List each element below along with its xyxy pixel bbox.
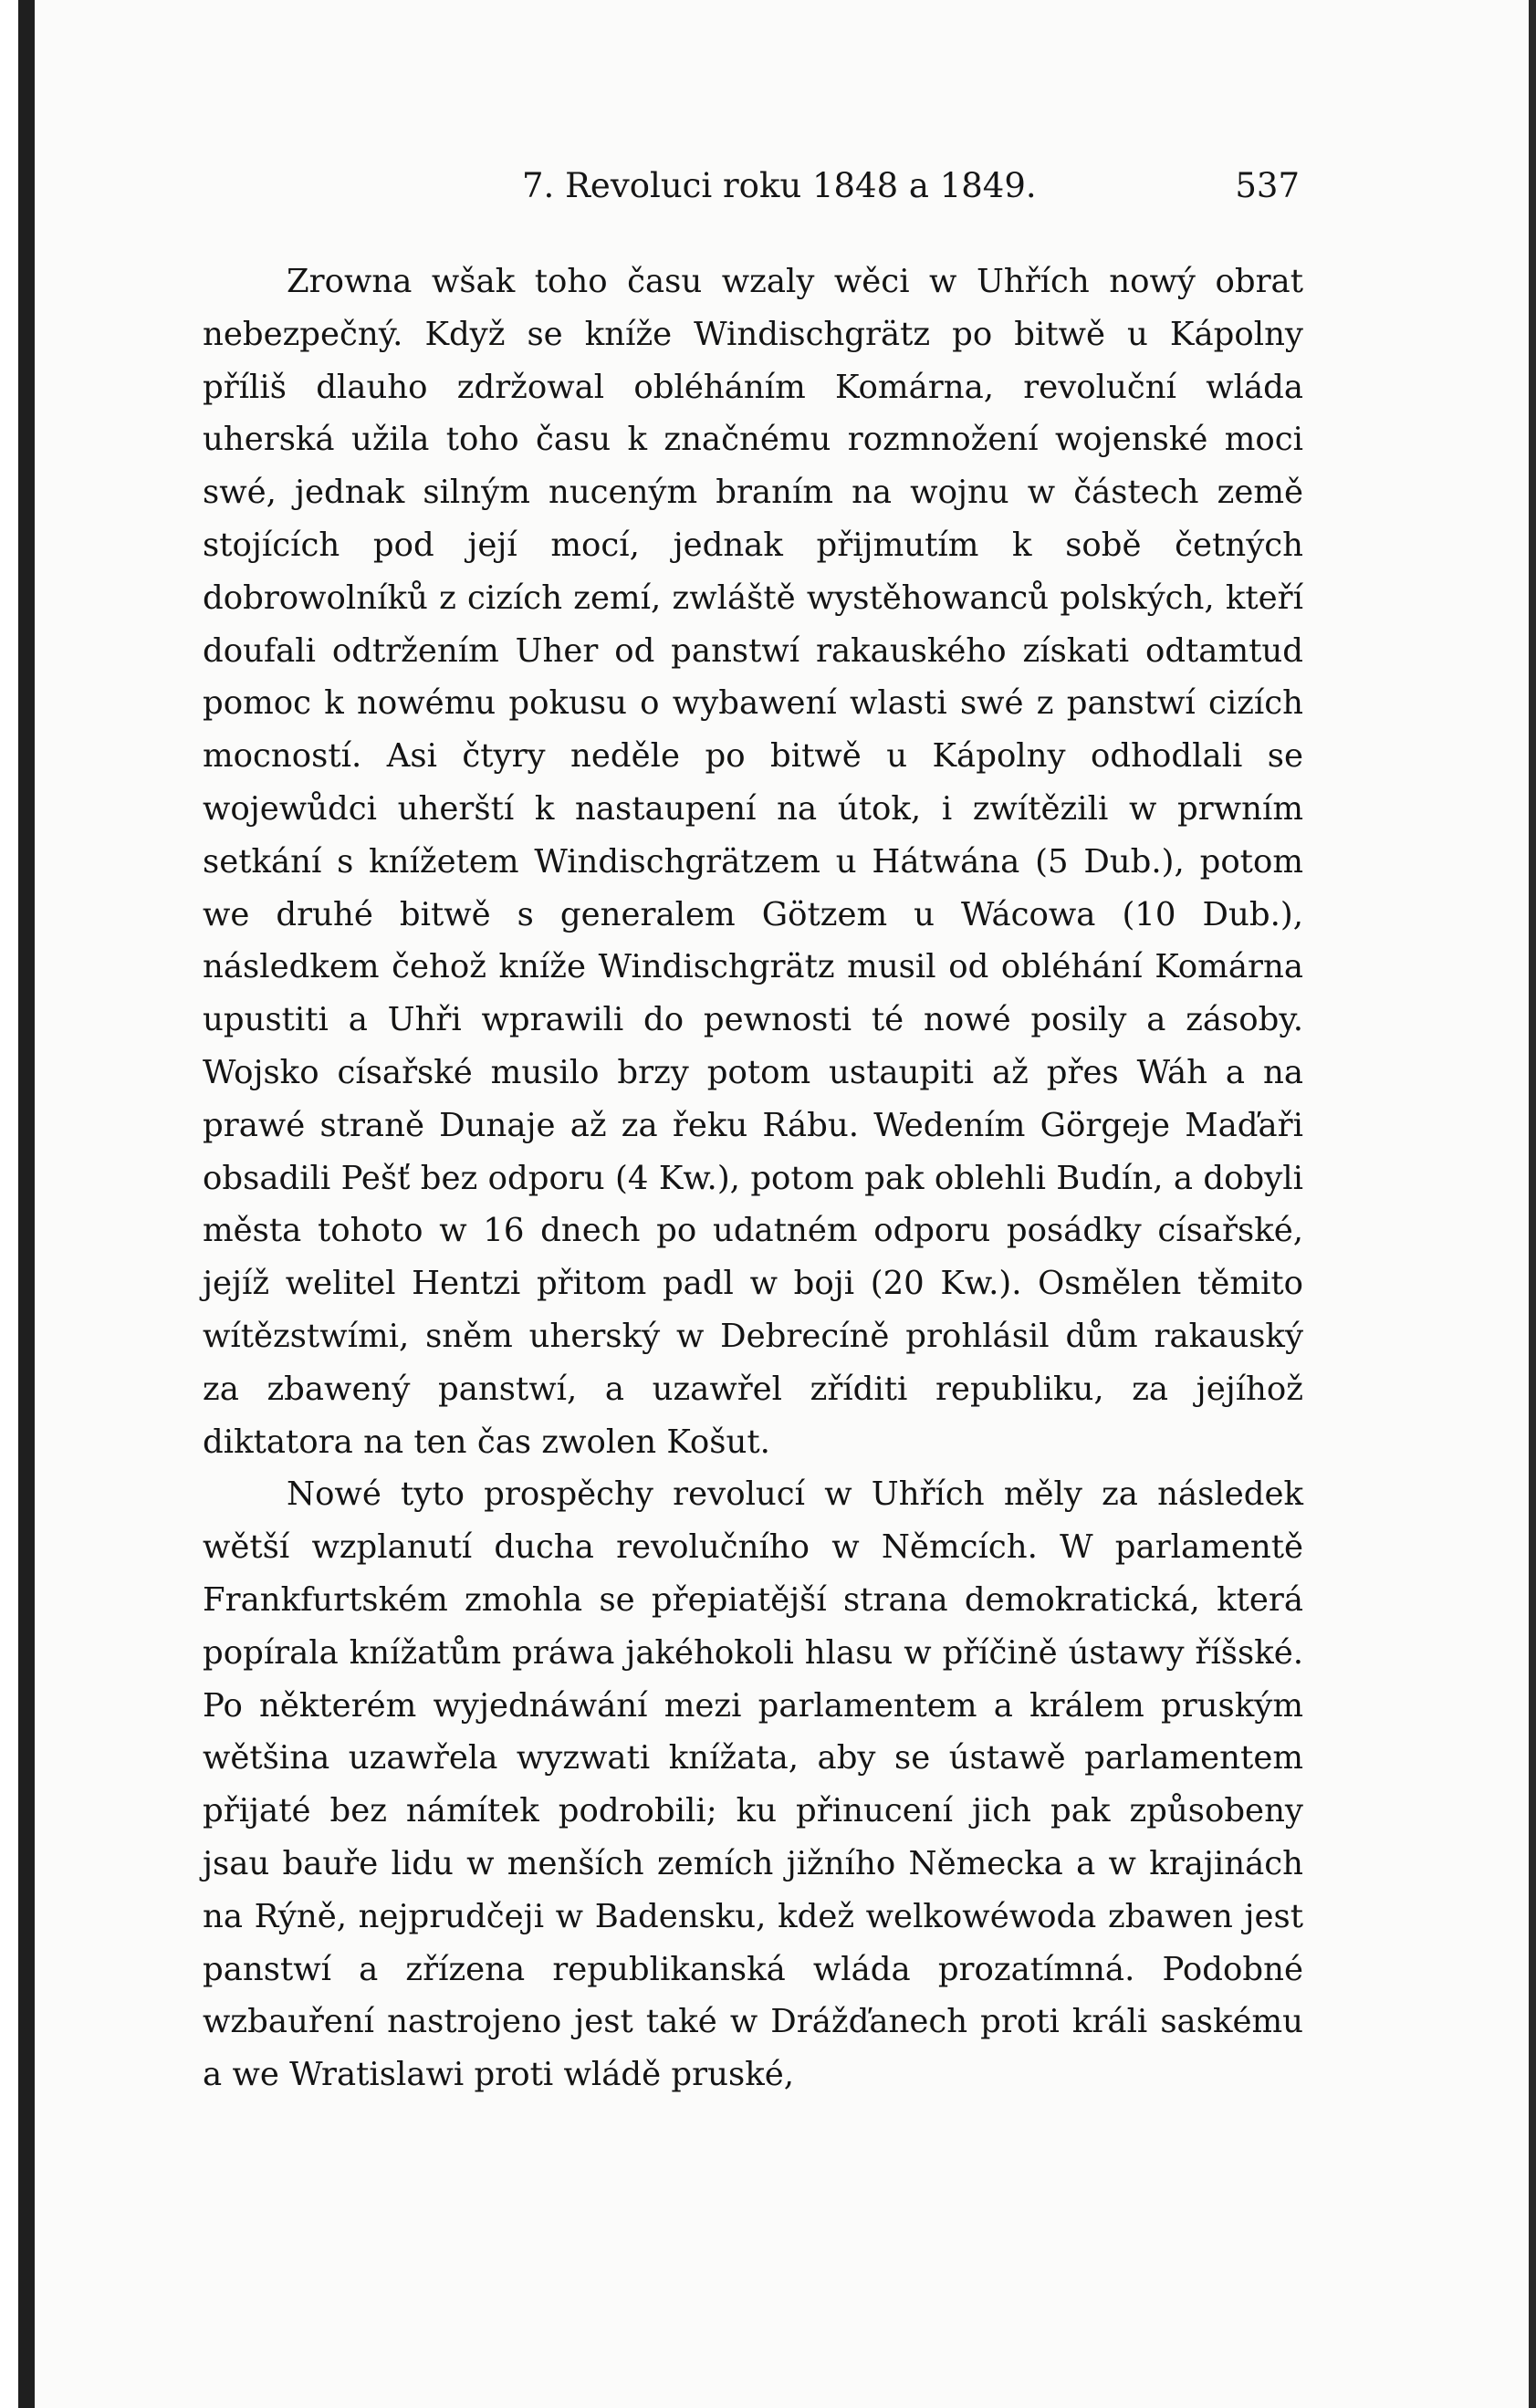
page-number: 537 xyxy=(1235,166,1300,205)
paragraph-1: Zrowna wšak toho času wzaly wěci w Uhřích nowý obrat nebezpečný. Když se kníže Windischgrätz po bitwě u Kápolny příliš dlauho zdržowal obléháním Komárna, revoluční wláda uherská užila toho času k značnému rozmnožení wojenské moci swé, jednak silným nuceným braním na wojnu w částech země stojících pod její mocí, jednak přijmutím k sobě četných dobrowolníků z cizích zemí, zwláště wystěhowanců polských, kteří doufali odtržením Uher od panstwí rakauského získati odtamtud pomoc k nowému pokusu o wybawení wlasti swé z panstwí cizích mocností. Asi čtyry neděle po bitwě u Kápolny odhodlali se wojewůdci uherští k nastaupení na útok, i zwítězili w prwním setkání s knížetem Windischgrätzem u Hátwána (5 Dub.), potom we druhé bitwě s generalem Götzem u Wácowa (10 Dub.), následkem čehož kníže Windischgrätz musil od obléhání Komárna upustiti a Uhři wprawili do pewnosti té nowé posily a zásoby. Wojsko císařské musilo brzy potom ustaupiti až přes Wáh a na prawé straně Dunaje až za řeku Rábu. Wedením Görgeje Maďaři obsadili Pešť bez odporu (4 Kw.), potom pak oblehli Budín, a dobyli města tohoto w 16 dnech po udatném odporu posádky císařské, jejíž welitel Hentzi přitom padl w boji (20 Kw.). Osmělen těmito wítězstwími, sněm uherský w Debrecíně prohlásil dům rakauský za zbawený panstwí, a uzawřel zříditi republiku, za jejíhož diktatora na ten čas zwolen Košut. xyxy=(203,263,1303,1461)
paragraph-2: Nowé tyto prospěchy revolucí w Uhřích měly za následek wětší wzplanutí ducha revolučního w Němcích. W parlamentě Frankfurtském zmohla se přepiatější strana demokratická, která popírala knížatům práwa jakéhokoli hlasu w příčině ústawy říšské. Po některém wyjednáwání mezi parlamentem a králem pruským wětšina uzawřela wyzwati knížata, aby se ústawě parlamentem přijaté bez námítek podrobili; ku přinucení jich pak způsobeny jsau bauře lidu w menších zemích jižního Německa a w krajinách na Rýně, nejprudčeji w Badensku, kdež welkowéwoda zbawen jest panstwí a zřízena republikanská wláda prozatímná. Podobné wzbauření nastrojeno jest také w Drážďanech proti králi saskému a we Wratislawi proti wládě pruské, xyxy=(203,1475,1303,2094)
page-header xyxy=(203,166,1300,221)
running-title: 7. Revoluci roku 1848 a 1849. xyxy=(522,166,1037,205)
scan-left-edge xyxy=(18,0,35,2408)
scan-right-edge xyxy=(1529,0,1536,2408)
body-text xyxy=(203,255,1303,2101)
